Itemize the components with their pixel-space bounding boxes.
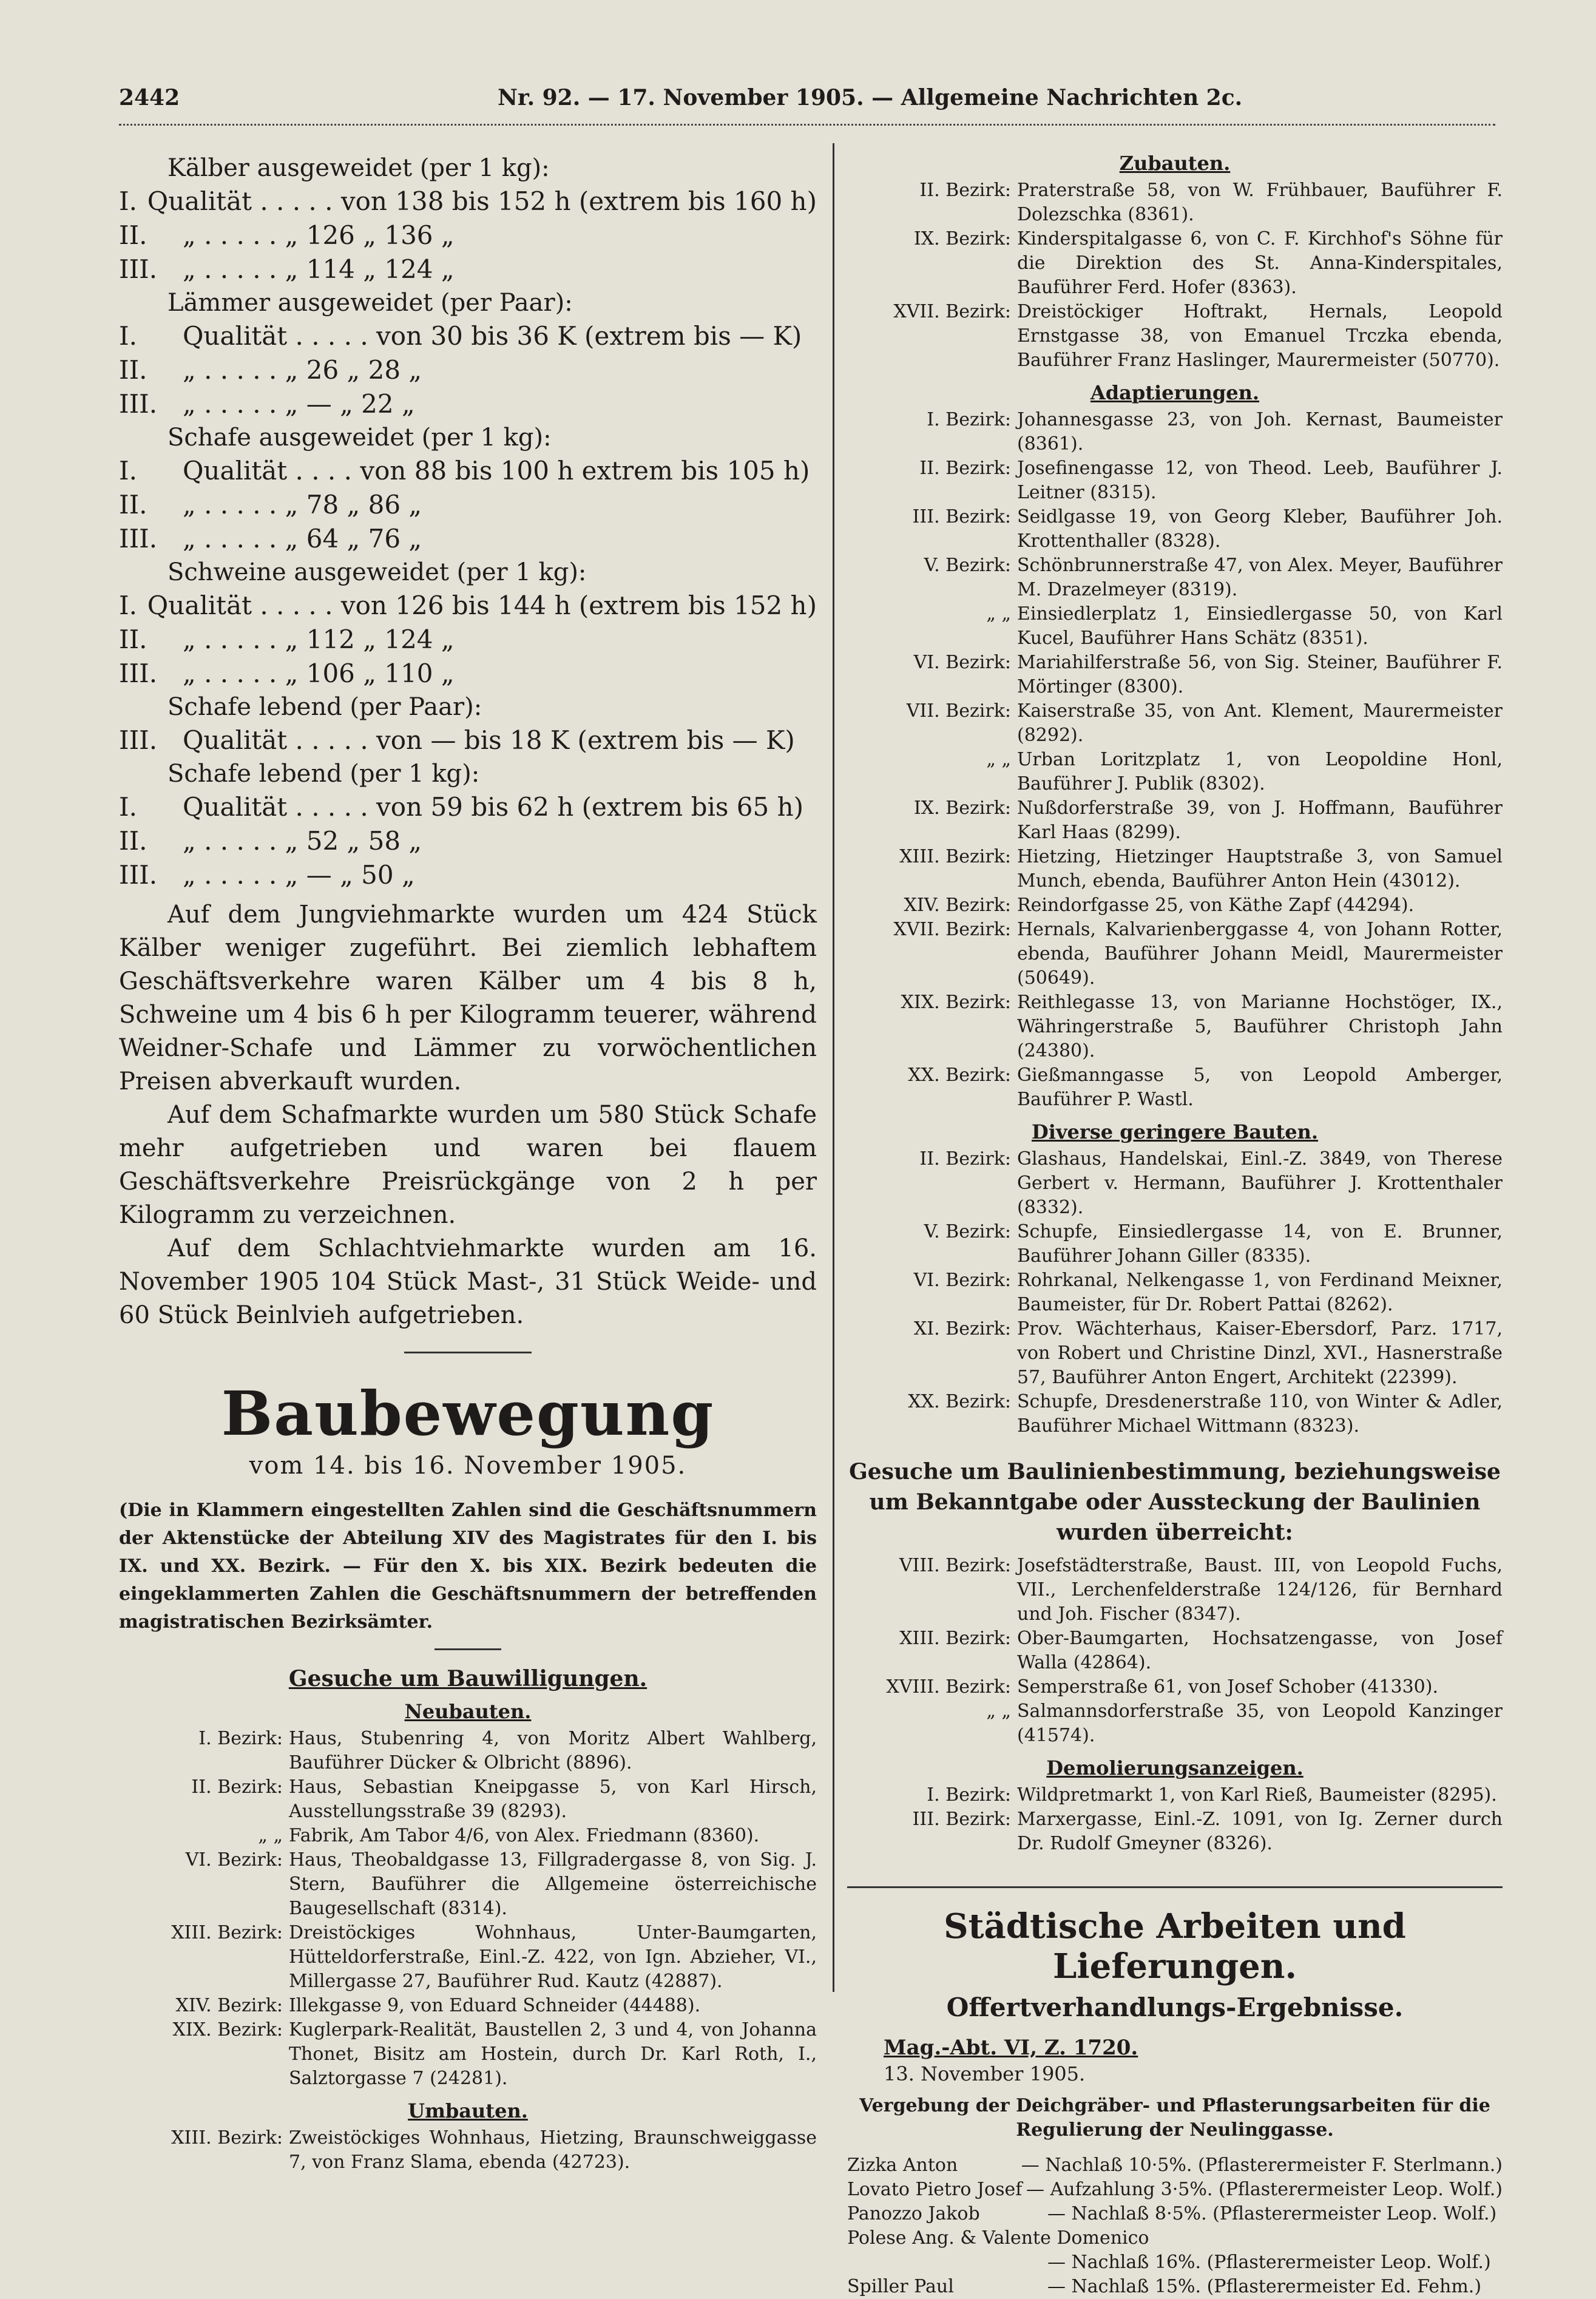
entry-text: Reindorfgasse 25, von Käthe Zapf (44294).	[1017, 895, 1415, 916]
price-heading: Kälber ausgeweidet (per 1 kg):	[167, 154, 550, 182]
entry-text: Salmannsdorferstraße 35, von Leopold Kanzinger (41574).	[1017, 1701, 1503, 1746]
entry-text: Reithlegasse 13, von Marianne Hochstöger, IX., Währingerstraße 5, Bauführer Christoph Jahn (24380).	[1017, 992, 1503, 1061]
baubewegung-date: vom 14. bis 16. November 1905.	[249, 1452, 687, 1480]
district-label: „ „	[258, 1825, 283, 1846]
entry-text: Josefinengasse 12, von Theod. Leeb, Bauführer J. Leitner (8315).	[1017, 458, 1503, 503]
list-item	[847, 456, 1503, 505]
district-label: II. Bezirk:	[919, 458, 1011, 479]
list-item	[847, 408, 1503, 456]
quality-label: III.	[119, 524, 158, 554]
entry-text: Prov. Wächterhaus, Kaiser-Ebersdorf, Parz. 1717, von Robert und Christine Dinzl, XVI., Hasnerstraße 57, Bauführer Anton Engert, Architekt (22399).	[1017, 1318, 1503, 1388]
list-item	[847, 300, 1503, 373]
list-item	[847, 1063, 1503, 1112]
bidder-name	[847, 2250, 1047, 2275]
price-text: Qualität . . . . . von 59 bis 62 h (extrem bis 65 h)	[183, 792, 804, 822]
entry-text: Hernals, Kalvarienberggasse 4, von Johann Rotter, ebenda, Bauführer Johann Meidl, Maurermeister (50649).	[1017, 919, 1503, 989]
list-item	[119, 1824, 817, 1848]
entry-text: Einsiedlerplatz 1, Einsiedlergasse 50, von Karl Kucel, Bauführer Hans Schätz (8351).	[1017, 603, 1503, 649]
price-text: Qualität . . . . von 88 bis 100 h extrem bis 105 h)	[183, 456, 810, 486]
price-text: „ . . . . . „ — „ 22 „	[183, 389, 415, 419]
district-label: XVII. Bezirk:	[893, 301, 1011, 322]
staedtische-title: Städtische Arbeiten und Lieferungen.	[944, 1906, 1406, 1986]
baulinien-list	[847, 1554, 1503, 1748]
list-item	[847, 1147, 1503, 1220]
price-row	[119, 723, 817, 757]
list-item	[847, 554, 1503, 602]
list-item	[847, 796, 1503, 845]
price-text: Qualität . . . . . von 126 bis 144 h (extrem bis 152 h)	[147, 591, 817, 620]
offer-row	[847, 2250, 1503, 2275]
price-row	[119, 824, 817, 858]
entry-text: Kinderspitalgasse 6, von C. F. Kirchhof's Söhne für die Direktion des St. Anna-Kinderspitales, Bauführer Ferd. Hofer (8363).	[1017, 228, 1503, 298]
offer-row	[847, 2275, 1503, 2299]
district-label: XIII. Bezirk:	[171, 1922, 283, 1943]
price-heading: Schafe lebend (per Paar):	[167, 693, 482, 721]
district-label: IX. Bezirk:	[913, 797, 1011, 819]
entry-text: Kuglerpark-Realität, Baustellen 2, 3 und 4, von Johanna Thonet, Bisitz am Hostein, durch Dr. Karl Roth, I., Salztorgasse 7 (24281).	[289, 2019, 817, 2089]
list-item	[847, 1807, 1503, 1856]
list-item	[119, 2126, 817, 2175]
list-item	[847, 1390, 1503, 1438]
list-item	[847, 893, 1503, 918]
quality-label: II.	[119, 355, 147, 385]
list-item	[847, 1699, 1503, 1748]
quality-label: III.	[119, 254, 158, 284]
baubewegung-title: Baubewegung	[221, 1378, 715, 1449]
market-paragraph: Auf dem Schafmarkte wurden um 580 Stück Schafe mehr aufgetrieben und waren bei flauem Geschäftsverkehre Preisrückgänge von 2 h per Kilogramm zu verzeichnen.	[119, 1101, 817, 1229]
price-row	[119, 790, 817, 824]
district-label: II. Bezirk:	[919, 1148, 1011, 1170]
price-heading: Schafe lebend (per 1 kg):	[167, 760, 480, 788]
price-row	[119, 454, 817, 488]
entry-text: Ober-Baumgarten, Hochsatzengasse, von Josef Walla (42864).	[1017, 1628, 1503, 1673]
district-label: III. Bezirk:	[912, 1809, 1011, 1830]
bidder-name: Spiller Paul	[847, 2276, 954, 2297]
quality-label: I.	[119, 456, 137, 486]
price-text: Qualität . . . . . von 138 bis 152 h (extrem bis 160 h)	[147, 186, 817, 216]
district-label: XIV. Bezirk:	[904, 895, 1011, 916]
entry-text: Haus, Sebastian Kneipgasse 5, von Karl Hirsch, Ausstellungsstraße 39 (8293).	[289, 1776, 817, 1822]
bid-result: — Nachlaß 10·5%. (Pflasterermeister F. Sterlmann.)	[1021, 2155, 1503, 2176]
list-item	[847, 602, 1503, 651]
list-item	[847, 990, 1503, 1063]
adaptierungen-title: Adaptierungen.	[1090, 381, 1260, 404]
offers-list	[847, 2153, 1503, 2299]
entry-text: Glashaus, Handelskai, Einl.-Z. 3849, von Therese Gerbert v. Hermann, Bauführer J. Krottenthaler (8332).	[1017, 1148, 1503, 1218]
district-label: XI. Bezirk:	[913, 1318, 1011, 1339]
list-item	[847, 227, 1503, 300]
bid-result	[1047, 2226, 1503, 2250]
district-label: „ „	[986, 603, 1011, 625]
list-item	[119, 1921, 817, 1994]
district-label: II. Bezirk:	[191, 1776, 283, 1798]
offer-row	[847, 2153, 1503, 2178]
price-row	[119, 218, 817, 252]
entry-text: Schupfe, Einsiedlergasse 14, von E. Brunner, Bauführer Johann Giller (8335).	[1017, 1221, 1503, 1267]
entry-text: Marxergasse, Einl.-Z. 1091, von Ig. Zerner durch Dr. Rudolf Gmeyner (8326).	[1017, 1809, 1503, 1854]
district-label: XIX. Bezirk:	[172, 2019, 283, 2040]
entry-text: Zweistöckiges Wohnhaus, Hietzing, Braunschweiggasse 7, von Franz Slama, ebenda (42723).	[289, 2127, 817, 2173]
page-number: 2442	[119, 85, 180, 110]
bid-result: — Nachlaß 8·5%. (Pflasterermeister Leop. Wolf.)	[1047, 2203, 1497, 2224]
district-label: I. Bezirk:	[927, 1784, 1011, 1806]
list-item	[847, 1317, 1503, 1390]
gesuche-title: Gesuche um Bauwilligungen.	[288, 1666, 648, 1691]
list-item	[119, 2018, 817, 2091]
quality-label: II.	[119, 490, 147, 520]
list-item	[847, 178, 1503, 227]
bidder-name: Polese Ang. & Valente Domenico	[847, 2227, 1149, 2249]
price-row	[119, 488, 817, 522]
diverse-title: Diverse geringere Bauten.	[1032, 1120, 1318, 1143]
district-label: XIV. Bezirk:	[175, 1995, 283, 2016]
district-label: IX. Bezirk:	[913, 228, 1011, 249]
adaptierungen-list	[847, 408, 1503, 1112]
list-item	[847, 1627, 1503, 1675]
entry-text: Dreistöckiger Hoftrakt, Hernals, Leopold Ernstgasse 38, von Emanuel Trczka ebenda, Bauführer Franz Haslinger, Maurermeister (50770).	[1017, 301, 1503, 371]
umbauten-list	[119, 2126, 817, 2175]
bid-result: — Aufzahlung 3·5%. (Pflasterermeister Leop. Wolf.)	[1026, 2179, 1503, 2200]
district-label: XVIII. Bezirk:	[886, 1676, 1011, 1698]
price-row	[119, 353, 817, 387]
list-item	[119, 1994, 817, 2018]
bidder-name: Zizka Anton	[847, 2155, 958, 2176]
quality-label: II.	[119, 625, 147, 654]
list-item	[847, 1268, 1503, 1317]
list-item	[847, 748, 1503, 796]
quality-label: III.	[119, 659, 158, 688]
price-table	[119, 152, 817, 892]
entry-text: Haus, Stubenring 4, von Moritz Albert Wahlberg, Bauführer Dücker & Olbricht (8896).	[289, 1728, 817, 1773]
bid-result: — Nachlaß 16%. (Pflasterermeister Leop. Wolf.)	[1047, 2252, 1491, 2273]
list-item	[847, 1554, 1503, 1627]
district-label: VI. Bezirk:	[185, 1849, 283, 1871]
district-label: II. Bezirk:	[919, 180, 1011, 201]
section-divider	[435, 1648, 501, 1650]
price-text: „ . . . . . „ 26 „ 28 „	[183, 355, 422, 385]
price-heading: Schweine ausgeweidet (per 1 kg):	[167, 558, 587, 586]
district-label: I. Bezirk:	[198, 1728, 283, 1749]
price-row	[119, 522, 817, 556]
quality-label: III.	[119, 389, 158, 419]
quality-label: III.	[119, 725, 158, 755]
market-paragraph: Auf dem Jungviehmarkte wurden um 424 Stück Kälber weniger zugeführt. Bei ziemlich lebhaftem Geschäftsverkehre waren Kälber um 4 bis 8 h, Schweine um 4 bis 6 h per Kilogramm teuerer, während Weidner-Schafe und Lämmer zu vorwöchentlichen Preisen abverkauft wurden.	[119, 901, 817, 1095]
offer-row	[847, 2202, 1503, 2226]
quality-label: III.	[119, 860, 158, 890]
price-row	[119, 185, 817, 218]
quality-label: I.	[119, 321, 137, 351]
price-heading: Schafe ausgeweidet (per 1 kg):	[167, 424, 552, 452]
list-item	[119, 1775, 817, 1824]
district-label: XX. Bezirk:	[908, 1391, 1011, 1412]
quality-label: I.	[119, 792, 137, 822]
price-text: „ . . . . . „ 126 „ 136 „	[183, 220, 455, 250]
section-divider	[404, 1352, 532, 1353]
district-label: XIII. Bezirk:	[899, 1628, 1011, 1649]
reference-date: 13. November 1905.	[884, 2062, 1086, 2085]
neubauten-title: Neubauten.	[404, 1700, 532, 1723]
vergebung-title: Vergebung der Deichgräber- und Pflasterungsarbeiten für die Regulierung der Neulinggasse.	[859, 2095, 1490, 2141]
entry-text: Kaiserstraße 35, von Ant. Klement, Maurermeister (8292).	[1017, 700, 1503, 746]
baubewegung-note: (Die in Klammern eingestellten Zahlen sind die Geschäftsnummern der Aktenstücke der Abteilung XIV des Magistrates für den I. bis IX. und XX. Bezirk. — Für den X. bis XIX. Bezirk bedeuten die eingeklammerten Zahlen die Geschäftsnummern der betreffenden magistratischen Bezirksämter.	[119, 1500, 817, 1633]
district-label: XVII. Bezirk:	[893, 919, 1011, 940]
column-divider	[833, 143, 834, 1992]
quality-label: I.	[119, 186, 137, 216]
district-label: V. Bezirk:	[924, 555, 1011, 576]
list-item	[847, 699, 1503, 748]
section-divider	[847, 1886, 1503, 1888]
right-column	[847, 152, 1503, 2299]
list-item	[847, 1675, 1503, 1699]
list-item	[847, 505, 1503, 554]
entry-text: Gießmanngasse 5, von Leopold Amberger, Bauführer P. Wastl.	[1017, 1065, 1503, 1110]
price-text: „ . . . . . „ 64 „ 76 „	[183, 524, 422, 554]
entry-text: Johannesgasse 23, von Joh. Kernast, Baumeister (8361).	[1017, 409, 1503, 455]
entry-text: Dreistöckiges Wohnhaus, Unter-Baumgarten, Hütteldorferstraße, Einl.-Z. 422, von Ign. Abzieher, VI., Millergasse 27, Bauführer Rud. Kautz (42887).	[289, 1922, 817, 1992]
price-text: Qualität . . . . . von — bis 18 K (extrem bis — K)	[183, 725, 795, 755]
demolierung-title: Demolierungsanzeigen.	[1046, 1756, 1304, 1779]
entry-text: Rohrkanal, Nelkengasse 1, von Ferdinand Meixner, Baumeister, für Dr. Robert Pattai (8262).	[1017, 1270, 1503, 1315]
left-column	[119, 152, 817, 2175]
district-label: VII. Bezirk:	[906, 700, 1011, 722]
list-item	[847, 1783, 1503, 1807]
entry-text: Illekgasse 9, von Eduard Schneider (44488).	[289, 1995, 701, 2016]
price-text: „ . . . . . „ 52 „ 58 „	[183, 826, 422, 856]
list-item	[847, 1220, 1503, 1268]
entry-text: Schönbrunnerstraße 47, von Alex. Meyer, Bauführer M. Drazelmeyer (8319).	[1017, 555, 1503, 600]
umbauten-title: Umbauten.	[408, 2099, 528, 2122]
district-label: XIX. Bezirk:	[901, 992, 1011, 1013]
diverse-list	[847, 1147, 1503, 1438]
entry-text: Urban Loritzplatz 1, von Leopoldine Honl, Bauführer J. Publik (8302).	[1017, 749, 1503, 794]
running-header: Nr. 92. — 17. November 1905. — Allgemeine Nachrichten 2c.	[498, 85, 1243, 110]
price-row	[119, 657, 817, 691]
district-label: VI. Bezirk:	[913, 652, 1011, 673]
demolierung-list	[847, 1783, 1503, 1856]
quality-label: II.	[119, 220, 147, 250]
entry-text: Seidlgasse 19, von Georg Kleber, Bauführer Joh. Krottenthaller (8328).	[1017, 506, 1503, 552]
offer-row	[847, 2226, 1503, 2250]
entry-text: Josefstädterstraße, Baust. III, von Leopold Fuchs, VII., Lerchenfelderstraße 124/126, für Bernhard und Joh. Fischer (8347).	[1017, 1555, 1503, 1625]
price-row	[119, 623, 817, 657]
list-item	[119, 1848, 817, 1921]
zubauten-list	[847, 178, 1503, 373]
neubauten-list	[119, 1727, 817, 2091]
zubauten-title: Zubauten.	[1119, 152, 1231, 175]
bidder-name: Panozzo Jakob	[847, 2203, 980, 2224]
price-row	[119, 589, 817, 623]
entry-text: Fabrik, Am Tabor 4/6, von Alex. Friedmann (8360).	[289, 1825, 760, 1846]
price-text: „ . . . . . „ 106 „ 110 „	[183, 659, 455, 688]
entry-text: Wildpretmarkt 1, von Karl Rieß, Baumeister (8295).	[1017, 1784, 1497, 1806]
district-label: XX. Bezirk:	[908, 1065, 1011, 1086]
list-item	[119, 1727, 817, 1775]
district-label: I. Bezirk:	[927, 409, 1011, 430]
bid-result: — Nachlaß 15%. (Pflasterermeister Ed. Fehm.)	[1047, 2276, 1482, 2297]
offer-row	[847, 2178, 1503, 2202]
district-label: VI. Bezirk:	[913, 1270, 1011, 1291]
list-item	[847, 845, 1503, 893]
baulinien-title: Gesuche um Baulinienbestimmung, beziehungsweise um Bekanntgabe oder Aussteckung der Baulinien wurden überreicht:	[849, 1459, 1501, 1545]
market-paragraph: Auf dem Schlachtviehmarkte wurden am 16. November 1905 104 Stück Mast-, 31 Stück Weide- und 60 Stück Beinlvieh aufgetrieben.	[119, 1234, 817, 1329]
district-label: VIII. Bezirk:	[899, 1555, 1011, 1576]
entry-text: Schupfe, Dresdenerstraße 110, von Winter & Adler, Bauführer Michael Wittmann (8323).	[1017, 1391, 1503, 1437]
entry-text: Praterstraße 58, von W. Frühbauer, Bauführer F. Dolezschka (8361).	[1017, 180, 1503, 225]
entry-text: Mariahilferstraße 56, von Sig. Steiner, Bauführer F. Mörtinger (8300).	[1017, 652, 1503, 697]
price-row	[119, 319, 817, 353]
price-text: „ . . . . . „ 112 „ 124 „	[183, 625, 455, 654]
bidder-name: Lovato Pietro Josef	[847, 2179, 1023, 2200]
price-text: „ . . . . . „ 114 „ 124 „	[183, 254, 455, 284]
entry-text: Nußdorferstraße 39, von J. Hoffmann, Bauführer Karl Haas (8299).	[1017, 797, 1503, 843]
entry-text: Hietzing, Hietzinger Hauptstraße 3, von Samuel Munch, ebenda, Bauführer Anton Hein (43012).	[1017, 846, 1503, 892]
price-text: „ . . . . . „ 78 „ 86 „	[183, 490, 422, 520]
price-row	[119, 858, 817, 892]
list-item	[847, 918, 1503, 990]
district-label: XIII. Bezirk:	[899, 846, 1011, 867]
price-row	[119, 387, 817, 421]
quality-label: II.	[119, 826, 147, 856]
district-label: V. Bezirk:	[924, 1221, 1011, 1242]
reference-number: Mag.-Abt. VI, Z. 1720.	[884, 2036, 1138, 2060]
district-label: III. Bezirk:	[912, 506, 1011, 527]
entry-text: Haus, Theobaldgasse 13, Fillgradergasse 8, von Sig. J. Stern, Bauführer die Allgemeine österreichische Baugesellschaft (8314).	[289, 1849, 817, 1919]
district-label: „ „	[986, 1701, 1011, 1722]
price-text: „ . . . . . „ — „ 50 „	[183, 860, 415, 890]
quality-label: I.	[119, 591, 137, 620]
entry-text: Semperstraße 61, von Josef Schober (41330).	[1017, 1676, 1438, 1698]
offert-title: Offertverhandlungs-Ergebnisse.	[946, 1993, 1404, 2022]
price-row	[119, 252, 817, 286]
header-rule	[119, 124, 1495, 126]
price-text: Qualität . . . . . von 30 bis 36 K (extrem bis — K)	[183, 321, 802, 351]
district-label: „ „	[986, 749, 1011, 770]
price-heading: Lämmer ausgeweidet (per Paar):	[167, 289, 573, 317]
district-label: XIII. Bezirk:	[171, 2127, 283, 2148]
list-item	[847, 651, 1503, 699]
